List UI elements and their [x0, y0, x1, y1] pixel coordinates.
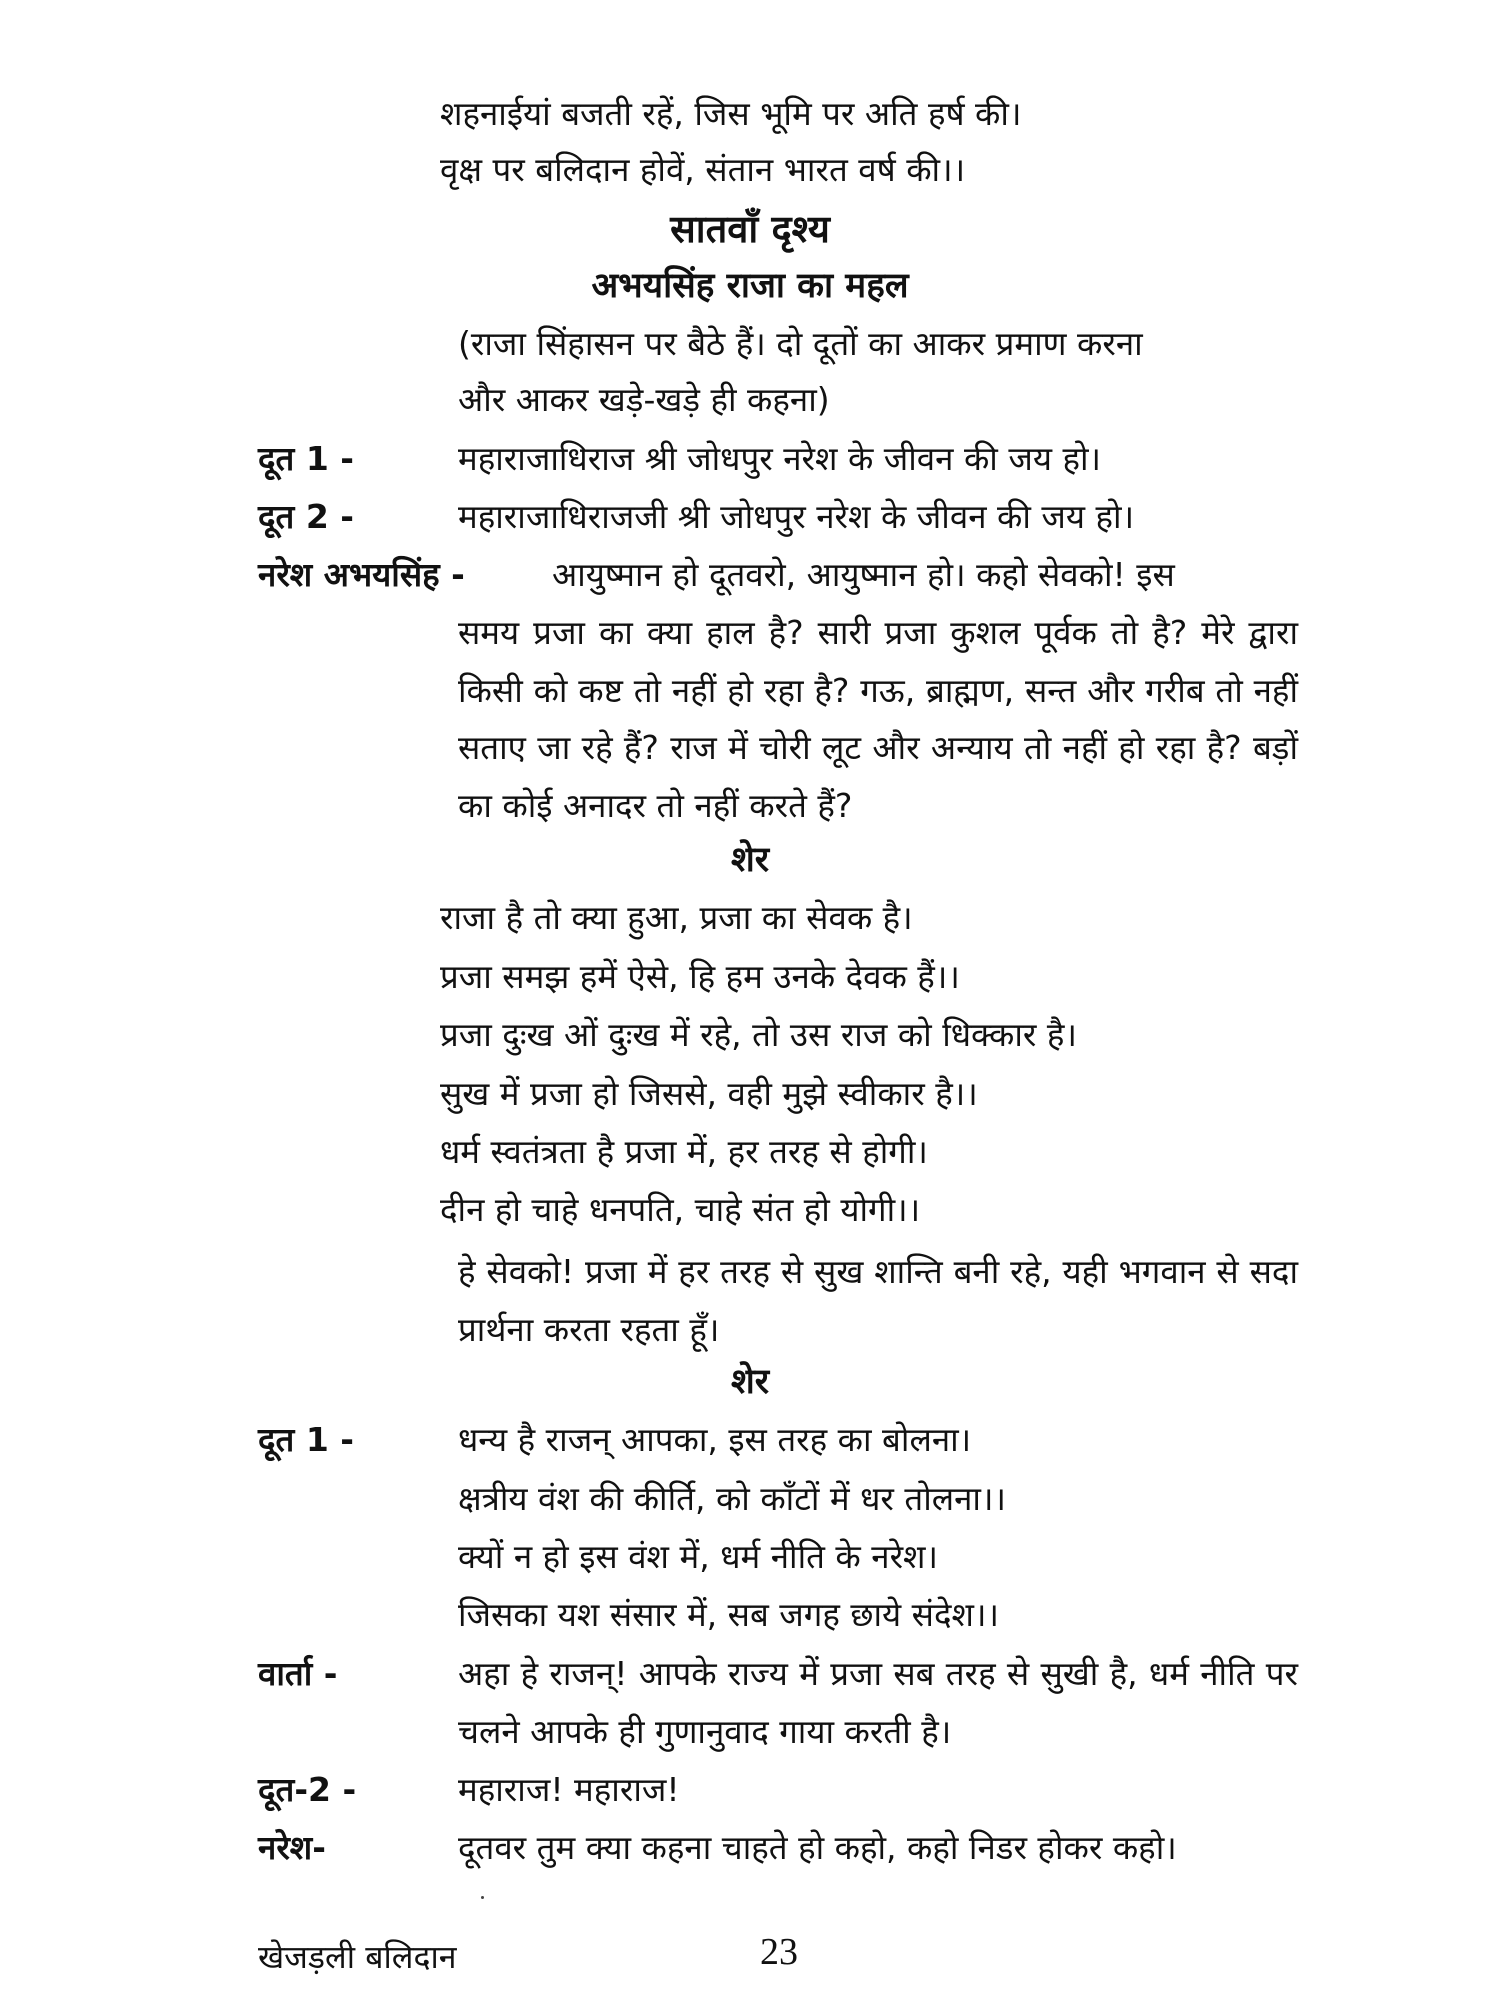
page-number: 23 — [760, 1931, 798, 1973]
speaker-label: नरेश अभयसिंह - — [258, 555, 465, 594]
scene-location: अभयसिंह राजा का महल — [591, 266, 909, 306]
dialogue-text: महाराजाधिराज श्री जोधपुर नरेश के जीवन की जय हो। — [458, 439, 1102, 478]
verse-line: शहनाईयां बजती रहें, जिस भूमि पर अति हर्ष की। — [440, 94, 1022, 133]
verse-line: जिसका यश संसार में, सब जगह छाये संदेश।। — [458, 1595, 999, 1634]
verse-line: धन्य है राजन् आपका, इस तरह का बोलना। — [458, 1420, 972, 1459]
verse-line: दीन हो चाहे धनपति, चाहे संत हो योगी।। — [440, 1190, 921, 1229]
footer-book-title: खेजड़ली बलिदान — [258, 1938, 457, 1976]
dialogue-text: महाराजाधिराजजी श्री जोधपुर नरेश के जीवन की जय हो। — [458, 497, 1135, 536]
dialogue-text: आयुष्मान हो दूतवरो, आयुष्मान हो। कहो सेवको! इस — [552, 555, 1175, 594]
verse-line: क्षत्रीय वंश की कीर्ति, को काँटों में धर तोलना।। — [458, 1479, 1006, 1518]
verse-line: प्रजा समझ हमें ऐसे, हि हम उनके देवक हैं।। — [440, 957, 960, 996]
dialogue-paragraph: हे सेवको! प्रजा में हर तरह से सुख शान्ति बनी रहे, यही भगवान से सदा प्रार्थना करता रहता हूँ। — [458, 1252, 1298, 1349]
speaker-label: वार्ता - — [258, 1654, 338, 1693]
dialogue-text: महाराज! महाराज! — [458, 1770, 680, 1809]
speaker-label: नरेश- — [258, 1828, 326, 1867]
verse-line: वृक्ष पर बलिदान होवें, संतान भारत वर्ष की।। — [440, 150, 966, 189]
verse-line: प्रजा दुःख ओं दुःख में रहे, तो उस राज को धिक्कार है। — [440, 1015, 1077, 1054]
stage-direction-line: और आकर खड़े-खड़े ही कहना) — [458, 380, 830, 419]
speaker-label: दूत 1 - — [258, 439, 354, 478]
scan-speck — [481, 1896, 484, 1899]
dialogue-paragraph: समय प्रजा का क्या हाल है? सारी प्रजा कुशल पूर्वक तो है? मेरे द्वारा किसी को कष्ट तो नहीं हो रहा है? गऊ, ब्राह्मण, सन्त और गरीब तो नहीं सताए जा रहे हैं? राज में चोरी लूट और अन्याय तो नहीं हो रहा है? बड़ों का कोई अनादर तो नहीं करते हैं? — [458, 613, 1298, 825]
verse-line: धर्म स्वतंत्रता है प्रजा में, हर तरह से होगी। — [440, 1132, 928, 1171]
dialogue-text: दूतवर तुम क्या कहना चाहते हो कहो, कहो निडर होकर कहो। — [458, 1828, 1177, 1867]
sher-heading: शेर — [730, 840, 770, 880]
speaker-label: दूत 2 - — [258, 497, 354, 536]
scene-title: सातवाँ दृश्य — [670, 207, 830, 251]
verse-line: सुख में प्रजा हो जिससे, वही मुझे स्वीकार है।। — [440, 1074, 978, 1113]
verse-line: क्यों न हो इस वंश में, धर्म नीति के नरेश। — [458, 1537, 939, 1576]
speaker-label: दूत 1 - — [258, 1420, 354, 1459]
stage-direction-line: (राजा सिंहासन पर बैठे हैं। दो दूतों का आकर प्रमाण करना — [458, 324, 1143, 363]
verse-line: राजा है तो क्या हुआ, प्रजा का सेवक है। — [440, 898, 913, 937]
speaker-label: दूत-2 - — [258, 1770, 357, 1809]
dialogue-paragraph: अहा हे राजन्! आपके राज्य में प्रजा सब तरह से सुखी है, धर्म नीति पर चलने आपके ही गुणानुवाद गाया करती है। — [458, 1654, 1298, 1751]
sher-heading: शेर — [730, 1362, 770, 1402]
